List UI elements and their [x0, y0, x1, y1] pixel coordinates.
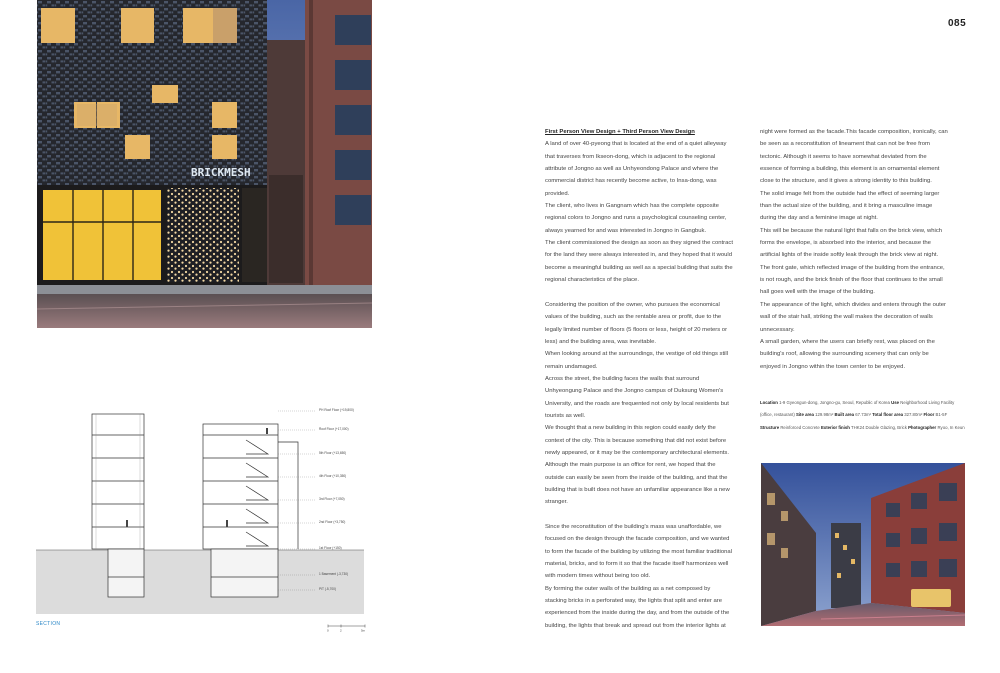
article-column-1: [545, 126, 751, 632]
article-line: provided.: [545, 190, 570, 197]
article-line: outside can easily be seen from the inside of the building, and that the: [545, 474, 728, 481]
article-line: commercial district has recently become active, to Insa-dong, was: [545, 178, 717, 185]
level-label: 5th Floor (+13,650): [319, 451, 347, 455]
brickmesh-sign: BRICKMESH: [191, 166, 251, 179]
article-line: attribute of Jongno as well as Unhyeondong Palace and where the: [545, 166, 719, 173]
article-column-2: [760, 126, 965, 373]
article-line: that traverses from Ikseon-dong, which is adjacent to the regional: [545, 153, 716, 160]
page-number: 085: [948, 18, 967, 29]
article-line: artificial lights of the inside softly leak through the brick view at night.: [760, 252, 939, 259]
use-label: Use: [891, 400, 900, 405]
site-area-value: 129.98m²: [815, 412, 834, 418]
article-line: to form the facade of the building by utilizing the most familiar traditional: [545, 548, 732, 555]
svg-text:5m: 5m: [361, 628, 366, 632]
level-label: 2nd Floor (+3,750): [319, 520, 346, 524]
article-line: building's roof, allowing the surrounding scenery that can only be: [760, 351, 929, 358]
level-label: 3rd Floor (+7,050): [319, 497, 345, 501]
total-floor-area-label: Total floor area: [872, 412, 903, 418]
level-label: 1st Floor (+150): [319, 546, 342, 550]
article-line: University, and the roads are frequented not only by local residents but: [545, 400, 729, 407]
level-label: Roof Floor (+17,000): [319, 427, 349, 431]
article-line: tectonic. Although it seems to have somewhat deviated from the: [760, 153, 927, 160]
level-label: PIT (-5,700): [319, 587, 336, 591]
article-heading: First Person View Design + Third Person View Design: [545, 129, 695, 135]
article-column-1-body: [545, 138, 751, 632]
building-facade-photo: [37, 0, 372, 328]
article-line: wall of the stair hall, striking the wall makes the decoration of walls: [760, 314, 933, 321]
article-line: be seen as a reconstitution of lineament that can not be free from: [760, 141, 930, 148]
article-line: remain undamaged.: [545, 363, 598, 370]
built-area-value: 67.73m²: [855, 412, 872, 418]
street-view-photo: [761, 463, 965, 626]
article-line: stacking bricks in a perforated way, the lights that split and enter are: [545, 598, 723, 605]
article-line: The client commissioned the design as soon as they signed the contract: [545, 240, 733, 247]
article-line: A small garden, where the users can briefly rest, was placed on the: [760, 338, 935, 345]
article-line: material, bricks, and to form it so that the facade itself harmonizes well: [545, 561, 729, 568]
article-line: This will be because the natural light that falls on the brick view, which: [760, 227, 943, 234]
built-area-label: Built area: [834, 412, 855, 418]
site-area-label: Site area: [796, 412, 814, 418]
article-line: unnecessary.: [760, 326, 795, 333]
svg-text:0: 0: [327, 628, 329, 632]
svg-text:2: 2: [340, 628, 342, 632]
article-line: essence of forming a building, this element is an ornamental element: [760, 166, 940, 173]
article-line: experienced from the inside during the day, and from the outside of the: [545, 610, 730, 617]
article-line: for the land they were always interested in, and they hoped that it would: [545, 252, 732, 259]
section-caption: SECTION: [36, 621, 61, 627]
paragraph-gap: [545, 509, 751, 521]
article-line: context of the city. This is because something that did not exist before: [545, 437, 727, 444]
floor-value: B1-5F: [935, 412, 948, 418]
article-line: during the day and a feminine image at night.: [760, 215, 878, 222]
article-line: A land of over 40-pyeong that is located at the end of a quiet alleyway: [545, 141, 727, 148]
photographer-value: Ryoo, In Keun: [937, 424, 965, 430]
location-value: 1-9 Gyeongun-dong, Jongno-gu, Seoul, Republic of Korea: [779, 400, 890, 405]
article-column-2-body: [760, 126, 965, 373]
article-line: Unhyeongung Palace and the Jongno campus of Duksung Women's: [545, 388, 724, 395]
article-line: building that is built does not have an unfamiliar appearance like a new: [545, 486, 730, 493]
article-line: Across the street, the building faces the walls that surround: [545, 375, 700, 382]
article-line: less) and the building area, was inevitable.: [545, 338, 657, 345]
article-line: newly appeared, or it may be the contemporary architectural elements.: [545, 449, 730, 456]
structure-value: Reinforced Concrete: [780, 424, 820, 430]
article-line: focused on the design through the facade composition, and we wanted: [545, 536, 730, 543]
project-credits: [760, 397, 965, 434]
level-label: 1 Basement (-3,730): [319, 572, 349, 576]
article-line: regional characteristics of the place.: [545, 277, 639, 284]
article-line: night were formed as the facade.This facade composition, ironically, can: [760, 129, 948, 135]
article-line: By forming the outer walls of the building as a net composed by: [545, 585, 711, 592]
exterior-finish-label: Exterior finish: [820, 424, 850, 430]
article-line: When looking around at the surroundings, the vestige of old things still: [545, 351, 729, 358]
article-line: The appearance of the light, which divides and enters through the outer: [760, 301, 947, 308]
article-line: hall goes well with the image of the building.: [760, 289, 875, 296]
article-line: tourists as well.: [545, 412, 586, 419]
photographer-label: Photographer: [908, 424, 937, 430]
article-line: values of the building, such as the rentable area or profit, due to the: [545, 314, 722, 321]
article-line: close to the structure, and it gives a strong identity to this building.: [760, 178, 932, 185]
total-floor-area-value: 327.80m²: [904, 412, 923, 418]
article-line: enjoyed in Jongno within the town center to be enjoyed.: [760, 363, 906, 370]
article-line: with modern times without being too old.: [545, 573, 651, 580]
article-line: building, the lights that break and spread out from the interior lights at: [545, 622, 726, 629]
article-line: become a meaningful building as well as a special building that suits the: [545, 264, 733, 271]
article-line: The client, who lives in Gangnam which has the complete opposite: [545, 203, 719, 210]
article-line: is not rough, and the brick finish of the floor that continues to the small: [760, 277, 943, 284]
use-value: Neighborhood Living Facility (office, restaurant): [760, 400, 955, 418]
article-line: The front gate, which reflected image of the building from the entrance,: [760, 264, 945, 271]
article-line: Since the reconstitution of the building's mass was unaffordable, we: [545, 524, 722, 530]
exterior-finish-value: THK24 Double Glazing, Brick: [850, 424, 907, 430]
article-line: regional colors to Jongno and runs a psychological counseling center,: [545, 215, 727, 222]
article-line: We thought that a new building in this region could easily defy the: [545, 425, 716, 432]
floor-label: Floor: [923, 412, 935, 418]
paragraph-gap: [545, 286, 751, 298]
article-line: Considering the position of the owner, who pursues the economical: [545, 301, 720, 308]
article-line: The solid image felt from the outside had the effect of seeming larger: [760, 190, 940, 197]
section-drawing: [36, 402, 376, 614]
article-line: than the actual size of the building, and it bring a masculine image: [760, 203, 933, 210]
level-label: PH Roof Floor (+19,800): [319, 408, 354, 412]
article-line: Although the main purpose is an office for rent, we hoped that the: [545, 462, 716, 469]
scale-bar: [327, 619, 367, 632]
article-line: always yearned for and was interested in Jongno in Gangbuk.: [545, 227, 707, 234]
article-line: forms the envelope, is absorbed into the interior, and because the: [760, 240, 931, 247]
article-line: stranger.: [545, 499, 568, 506]
level-label: 4th Floor (+10,350): [319, 474, 347, 478]
article-line: legally limited number of floors (5 floors or less, height of 20 meters or: [545, 326, 728, 333]
location-label: Location: [760, 400, 778, 405]
structure-label: Structure: [760, 424, 780, 430]
